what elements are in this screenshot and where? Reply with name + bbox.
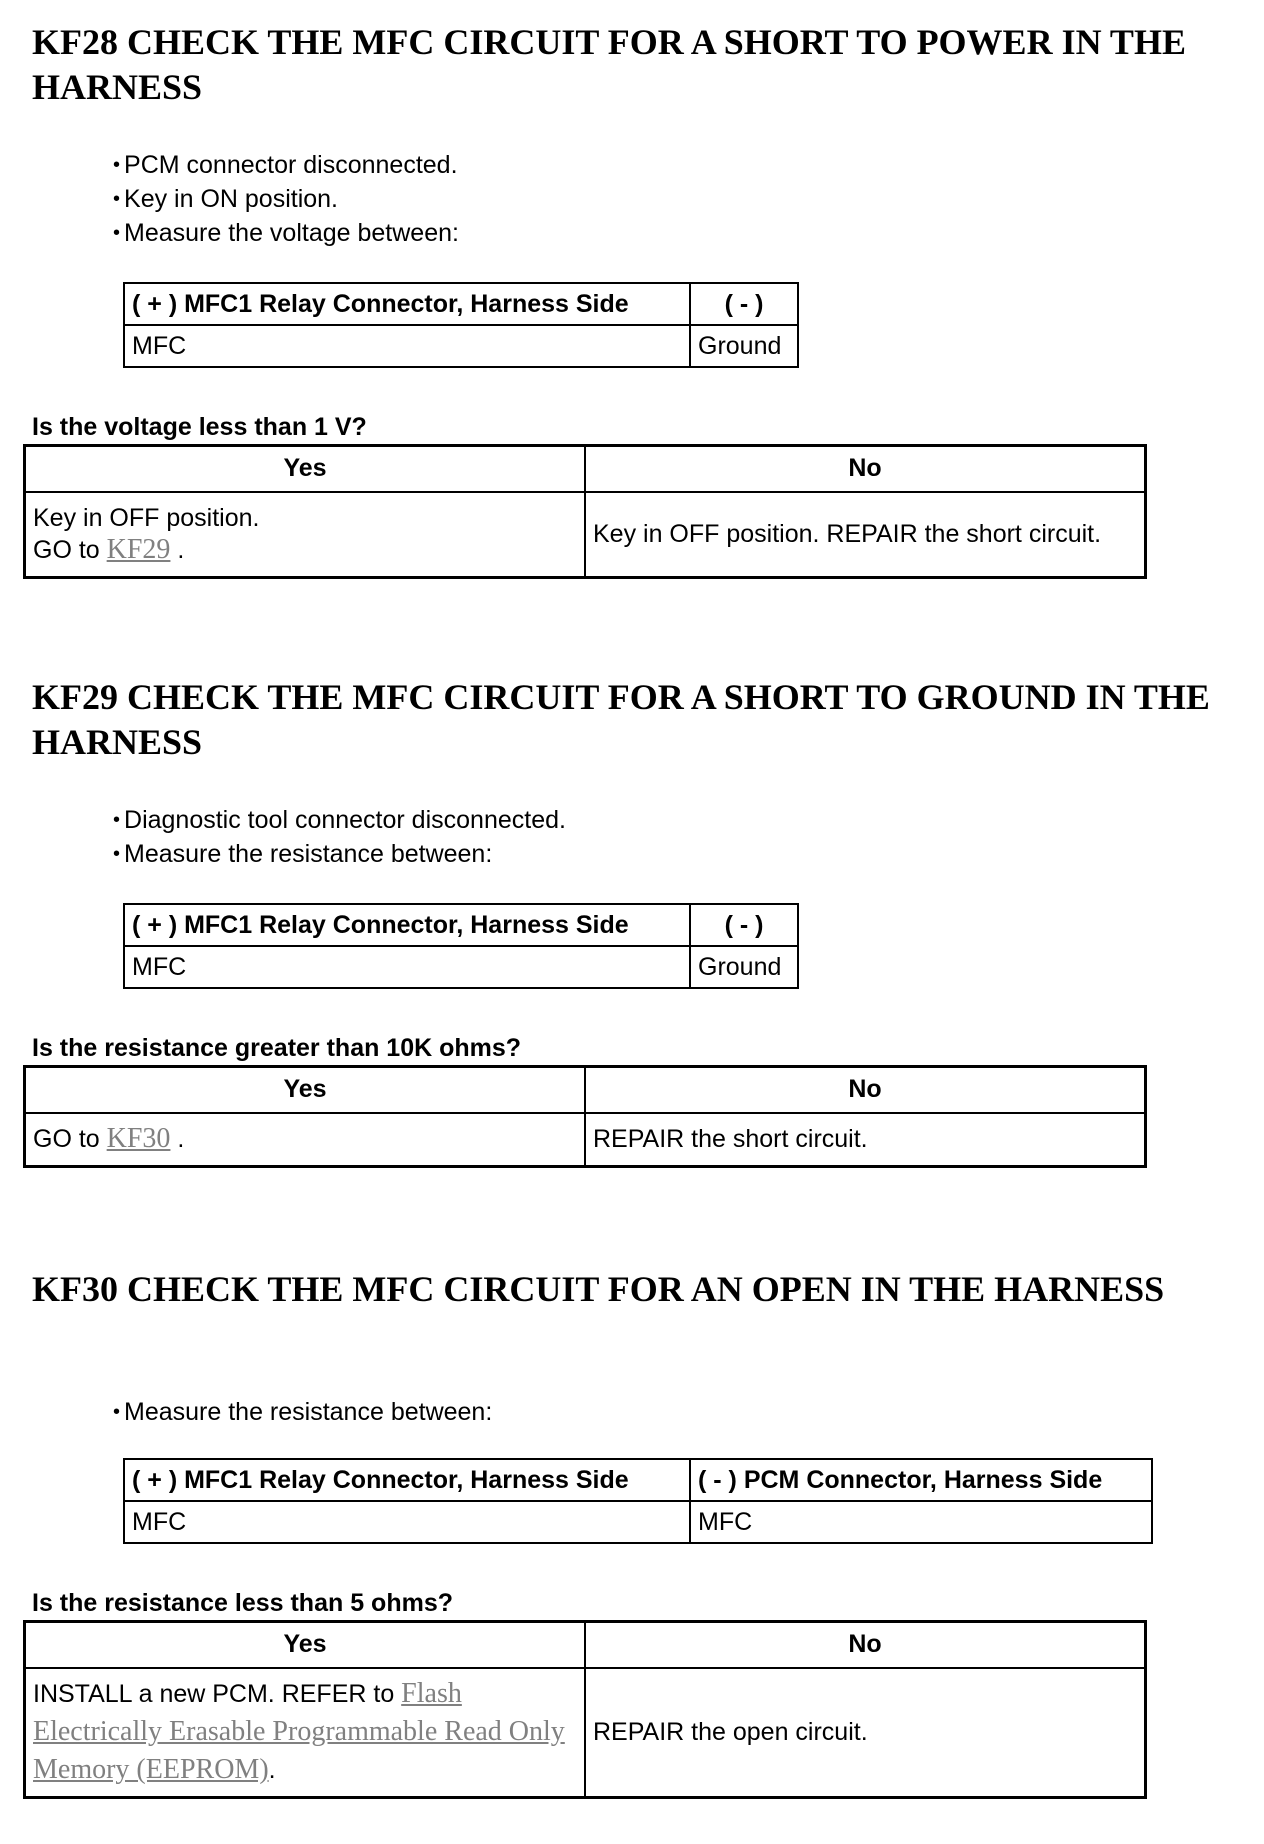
plus-value: MFC bbox=[124, 325, 690, 367]
step-question: Is the resistance greater than 10K ohms? bbox=[32, 1034, 522, 1062]
result-table bbox=[23, 1620, 1147, 1799]
step-heading: KF30 CHECK THE MFC CIRCUIT FOR AN OPEN IN THE HARNESS bbox=[32, 1269, 1165, 1309]
yes-cell bbox=[25, 492, 586, 578]
instruction-item: • PCM connector disconnected. bbox=[113, 148, 459, 182]
no-header: No bbox=[585, 1622, 1146, 1668]
minus-header: ( - ) bbox=[690, 283, 798, 325]
yes-action-text: Key in OFF position. bbox=[33, 503, 260, 532]
plus-header: ( + ) MFC1 Relay Connector, Harness Side bbox=[124, 904, 690, 946]
no-action-text: REPAIR the short circuit. bbox=[585, 1113, 1146, 1167]
step-heading: KF28 CHECK THE MFC CIRCUIT FOR A SHORT TO POWER IN THE HARNESS bbox=[32, 22, 1186, 107]
minus-value: Ground bbox=[690, 946, 798, 988]
plus-header: ( + ) MFC1 Relay Connector, Harness Side bbox=[124, 1459, 690, 1501]
no-action-text: REPAIR the open circuit. bbox=[585, 1668, 1146, 1798]
result-table bbox=[23, 1065, 1147, 1168]
measurement-table bbox=[123, 1458, 1153, 1544]
instruction-item: • Measure the resistance between: bbox=[113, 837, 566, 871]
yes-cell bbox=[25, 1668, 586, 1798]
instruction-item: • Measure the voltage between: bbox=[113, 216, 459, 250]
no-action-text: Key in OFF position. REPAIR the short circuit. bbox=[585, 492, 1146, 578]
result-table bbox=[23, 444, 1147, 579]
minus-header: ( - ) PCM Connector, Harness Side bbox=[690, 1459, 1152, 1501]
link-trailing-period: . bbox=[177, 535, 185, 564]
plus-value: MFC bbox=[124, 1501, 690, 1543]
step-instructions bbox=[113, 148, 459, 250]
link-trailing-period: . bbox=[268, 1756, 276, 1785]
yes-header: Yes bbox=[25, 1622, 586, 1668]
goto-text: GO to bbox=[33, 535, 100, 564]
instruction-item: • Measure the resistance between: bbox=[113, 1395, 492, 1429]
step-instructions bbox=[113, 803, 566, 871]
step-question: Is the resistance less than 5 ohms? bbox=[32, 1589, 453, 1617]
goto-kf29-link[interactable]: KF29 bbox=[106, 533, 171, 565]
yes-header: Yes bbox=[25, 446, 586, 492]
minus-value: Ground bbox=[690, 325, 798, 367]
plus-value: MFC bbox=[124, 946, 690, 988]
yes-action-text: INSTALL a new PCM. REFER to bbox=[33, 1680, 395, 1709]
step-question: Is the voltage less than 1 V? bbox=[32, 413, 367, 441]
step-heading: KF29 CHECK THE MFC CIRCUIT FOR A SHORT TO GROUND IN THE HARNESS bbox=[32, 677, 1210, 762]
step-instructions bbox=[113, 1395, 492, 1429]
link-trailing-period: . bbox=[177, 1125, 185, 1154]
instruction-item: • Diagnostic tool connector disconnected. bbox=[113, 803, 566, 837]
minus-header: ( - ) bbox=[690, 904, 798, 946]
plus-header: ( + ) MFC1 Relay Connector, Harness Side bbox=[124, 283, 690, 325]
goto-kf30-link[interactable]: KF30 bbox=[106, 1123, 171, 1155]
measurement-table bbox=[123, 903, 799, 989]
minus-value: MFC bbox=[690, 1501, 1152, 1543]
goto-text: GO to bbox=[33, 1125, 100, 1154]
no-header: No bbox=[585, 1067, 1146, 1113]
measurement-table bbox=[123, 282, 799, 368]
yes-header: Yes bbox=[25, 1067, 586, 1113]
yes-cell bbox=[25, 1113, 586, 1167]
eeprom-reference-link[interactable]: Flash Electrically Erasable Programmable Read Only Memory (EEPROM) bbox=[33, 1678, 565, 1786]
instruction-item: • Key in ON position. bbox=[113, 182, 459, 216]
no-header: No bbox=[585, 446, 1146, 492]
